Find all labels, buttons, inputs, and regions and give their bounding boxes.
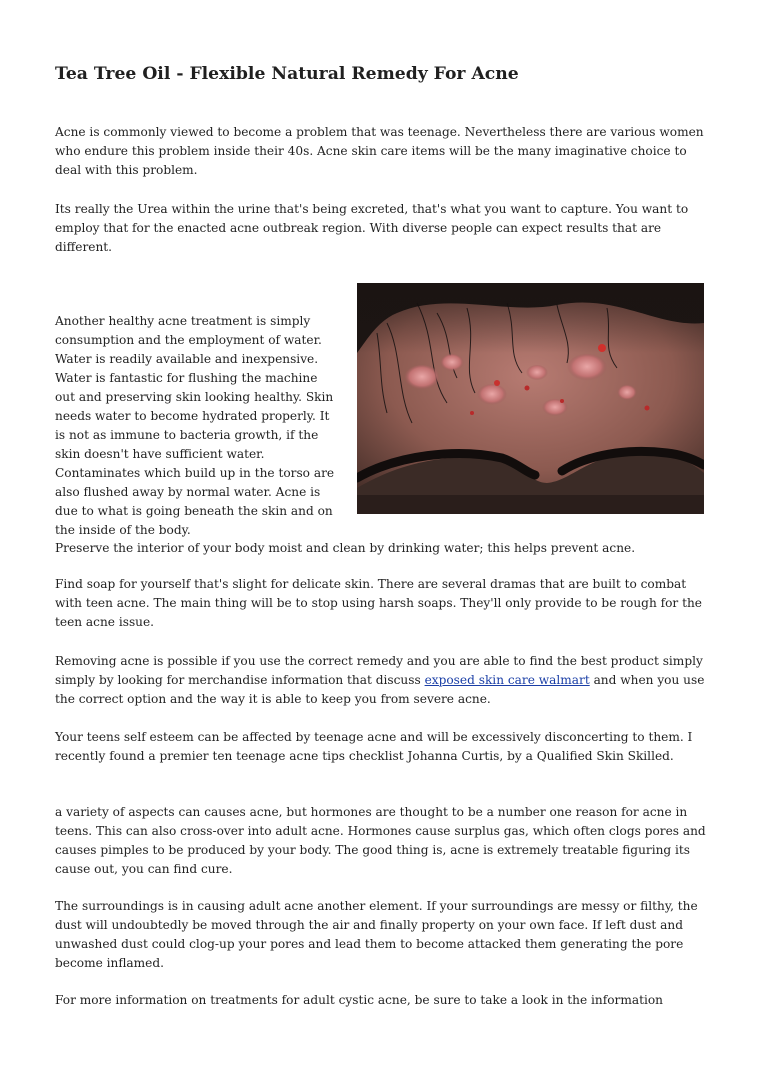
paragraph-2: Its really the Urea within the urine that's being excreted, that's what you want to capture. You want to employ that for the enacted acne outbreak region. With diverse people can expect results that are different. (55, 202, 689, 254)
paragraph-1: Acne is commonly viewed to become a problem that was teenage. Nevertheless there are various women who endure this problem inside their 40s. Acne skin care items will be the many imaginative choice to deal with this problem. (55, 125, 704, 177)
paragraph-3: Another healthy acne treatment is simply consumption and the employment of water. Water is readily available and inexpensive. Water is fantastic for flushing the machine out and preserving skin looking healthy. Skin needs water to become hydrated properly. It is not as immune to bacteria growth, if the skin doesn't have sufficient water. Contaminates which build up in the torso are also flushed away by normal water. Acne is due to what is going beneath the skin and on the inside of the body. (55, 314, 335, 537)
paragraph-9: The surroundings is in causing adult acne another element. If your surroundings are messy or filthy, the dust will undoubtedly be moved through the air and finally property on your own face. If left dust and unwashed dust could clog-up your pores and lead them to become attacked them generating the pore become inflamed. (55, 899, 698, 970)
paragraph-4: Preserve the interior of your body moist and clean by drinking water; this helps prevent acne. (55, 541, 636, 555)
acne-forehead-photo (357, 283, 704, 514)
paragraph-8: a variety of aspects can causes acne, but hormones are thought to be a number one reason for acne in teens. This can also cross-over into adult acne. Hormones cause surplus gas, which often clogs pores and causes pimples to be produced by your body. The good thing is, acne is extremely treatable figuring its cause out, you can find cure. (55, 805, 706, 876)
page-title: Tea Tree Oil - Flexible Natural Remedy For Acne (55, 64, 519, 84)
exposed-skin-care-link[interactable]: exposed skin care walmart (424, 673, 590, 687)
paragraph-7: Your teens self esteem can be affected by teenage acne and will be excessively disconcerting to them. I recently found a premier ten teenage acne tips checklist Johanna Curtis, by a Qualified Skin Skilled. (55, 730, 693, 763)
paragraph-6 (55, 652, 715, 709)
paragraph-5: Find soap for yourself that's slight for delicate skin. There are several dramas that are built to combat with teen acne. The main thing will be to stop using harsh soaps. They'll only provide to be rough for the teen acne issue. (55, 577, 702, 629)
paragraph-6-text-b: and when you use the correct option and the way it is able to keep you from severe acne. (55, 673, 705, 706)
paragraph-6-text-a: Removing acne is possible if you use the correct remedy and you are able to find the best product simply simply by looking for merchandise information that discuss (55, 654, 703, 687)
paragraph-10: For more information on treatments for adult cystic acne, be sure to take a look in the information (55, 993, 663, 1007)
